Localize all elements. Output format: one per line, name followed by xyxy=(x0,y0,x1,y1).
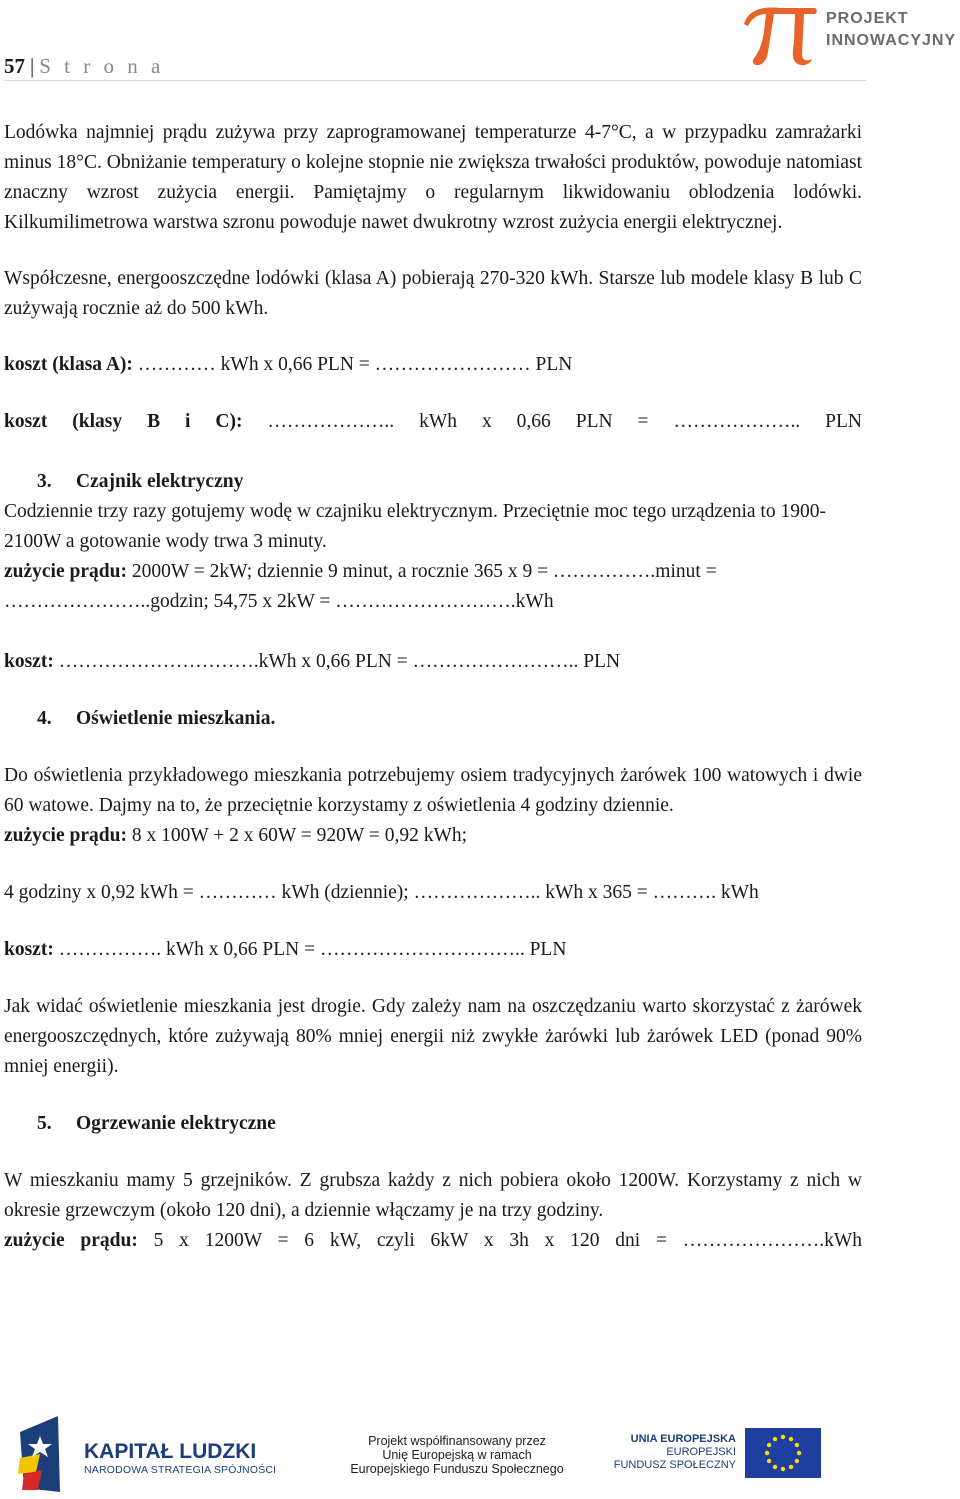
section-4-number: 4. xyxy=(37,708,52,729)
document-body xyxy=(4,118,862,1256)
lighting-usage-label: zużycie prądu: xyxy=(4,825,127,846)
header-divider xyxy=(4,80,866,81)
logo-line-2: INNOWACYJNY xyxy=(826,32,957,49)
lighting-conclusion: Jak widać oświetlenie mieszkania jest drogie. Gdy zależy nam na oszczędzaniu warto skorzystać z żarówek energooszczędnych, które zużywają 80% mniej energii niż zwykłe żarówki lub żarówek LED (ponad 90% mniej energii). xyxy=(4,996,862,1077)
heating-paragraph: W mieszkaniu mamy 5 grzejników. Z grubsza każdy z nich pobiera około 1200W. Korzystamy z nich w okresie grzewczym (około 120 dni), a dziennie włączamy je na trzy godziny. xyxy=(4,1170,862,1221)
lighting-cost-label: koszt: xyxy=(4,939,54,960)
cost-class-bc-formula: ……………….. kWh x 0,66 PLN = ……………….. PLN xyxy=(242,411,862,432)
kettle-usage-formula: 2000W = 2kW; dziennie 9 minut, a rocznie 365 x 9 = …………….minut = …………………..godzin; 54,75 x 2kW = ……………………….kWh xyxy=(4,561,717,612)
section-5-title: Ogrzewanie elektryczne xyxy=(76,1113,276,1134)
kettle-usage xyxy=(4,557,862,617)
page-number-value: 57 xyxy=(4,54,25,78)
pi-logo-icon xyxy=(740,2,820,68)
section-3-title: Czajnik elektryczny xyxy=(76,471,244,492)
lighting-cost-formula: ……………. kWh x 0,66 PLN = ………………………….. PLN xyxy=(53,939,567,960)
page-header xyxy=(4,0,956,82)
section-4-heading xyxy=(4,704,862,734)
heating-usage-label: zużycie prądu: xyxy=(4,1230,138,1251)
eu-line-2: EUROPEJSKI xyxy=(666,1446,736,1458)
section-4-title: Oświetlenie mieszkania. xyxy=(76,708,276,729)
section-5-number: 5. xyxy=(37,1113,52,1134)
lighting-calculation: 4 godziny x 0,92 kWh = ………… kWh (dziennie); ……………….. kWh x 365 = ………. kWh xyxy=(4,882,759,903)
section-5-heading xyxy=(4,1109,862,1139)
lighting-usage-formula: 8 x 100W + 2 x 60W = 920W = 0,92 kWh; xyxy=(126,825,468,846)
page-number xyxy=(4,53,164,79)
cofunding-line-3: Europejskiego Funduszu Społecznego xyxy=(350,1462,564,1476)
cofunding-line-2: Unię Europejską w ramach xyxy=(382,1448,532,1462)
section-3-number: 3. xyxy=(37,471,52,492)
paragraph-fridge-classes: Współczesne, energooszczędne lodówki (klasa A) pobierają 270-320 kWh. Starsze lub modele klasy B lub C zużywają rocznie aż do 500 kWh. xyxy=(4,268,862,319)
page-footer xyxy=(0,1408,960,1499)
cost-class-a xyxy=(4,350,862,380)
kettle-paragraph: Codziennie trzy razy gotujemy wodę w czajniku elektrycznym. Przeciętnie moc tego urządzenia to 1900-2100W a gotowanie wody trwa 3 minuty. xyxy=(4,501,826,552)
kettle-cost-label: koszt: xyxy=(4,651,54,672)
kettle-usage-label: zużycie prądu: xyxy=(4,561,127,582)
paragraph-fridge: Lodówka najmniej prądu zużywa przy zaprogramowanej temperaturze 4-7°C, a w przypadku zamrażarki minus 18°C. Obniżanie temperatury o kolejne stopnie nie zwiększa trwałości produktów, powoduje natomiast znaczny wzrost zużycia energii. Pamiętajmy o regularnym likwidowaniu oblodzenia lodówki. Kilkumilimetrowa warstwa szronu powoduje nawet dwukrotny wzrost zużycia energii elektrycznej. xyxy=(4,122,862,233)
kapital-ludzki-title: KAPITAŁ LUDZKI xyxy=(84,1440,257,1463)
section-3-heading xyxy=(4,467,862,497)
heating-usage-formula: 5 x 1200W = 6 kW, czyli 6kW x 3h x 120 dni = ………………….kWh xyxy=(137,1230,862,1251)
eu-line-3: FUNDUSZ SPOŁECZNY xyxy=(613,1459,736,1471)
kapital-ludzki-subtitle: NARODOWA STRATEGIA SPÓJNOŚCI xyxy=(84,1464,277,1476)
cofunding-line-1: Projekt współfinansowany przez xyxy=(368,1434,546,1448)
eu-flag-icon xyxy=(745,1428,821,1478)
page-separator: | xyxy=(30,54,35,78)
lighting-usage xyxy=(4,821,862,851)
kapital-ludzki-logo-icon xyxy=(14,1414,64,1494)
eu-line-1: UNIA EUROPEJSKA xyxy=(630,1433,736,1445)
eu-fund-text xyxy=(612,1433,736,1472)
cost-class-bc xyxy=(4,407,862,437)
kettle-cost xyxy=(4,647,862,677)
kettle-cost-formula: ………………………….kWh x 0,66 PLN = …………………….. PLN xyxy=(53,651,621,672)
cofunding-note xyxy=(340,1434,574,1476)
logo-line-1: PROJEKT xyxy=(826,10,909,27)
page-word: S t r o n a xyxy=(39,54,165,78)
lighting-cost xyxy=(4,935,862,965)
heating-usage xyxy=(4,1226,862,1256)
project-logo-text xyxy=(826,8,956,52)
lighting-paragraph: Do oświetlenia przykładowego mieszkania potrzebujemy osiem tradycyjnych żarówek 100 watowych i dwie 60 watowe. Dajmy na to, że przeciętnie korzystamy z oświetlenia 4 godziny dziennie. xyxy=(4,765,862,816)
cost-class-a-formula: ………… kWh x 0,66 PLN = …………………… PLN xyxy=(132,354,573,375)
cost-class-bc-label: koszt (klasy B i C): xyxy=(4,411,243,432)
cost-class-a-label: koszt (klasa A): xyxy=(4,354,133,375)
